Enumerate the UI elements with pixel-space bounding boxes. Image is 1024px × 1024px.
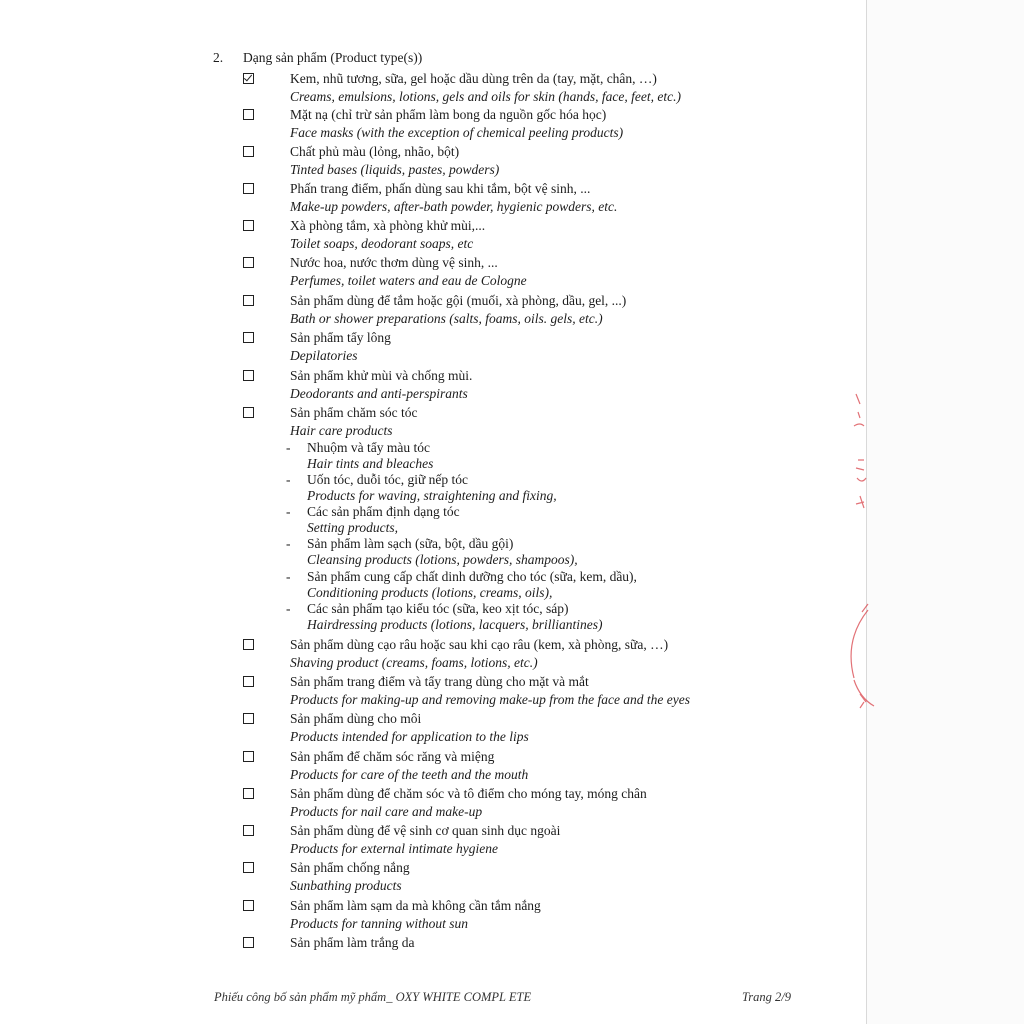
item-en-label: Creams, emulsions, lotions, gels and oils for skin (hands, face, feet, etc.) [290,89,681,104]
item-vi-label: Chất phủ màu (lỏng, nhão, bột) [290,144,460,159]
sub-en-label: Products for waving, straightening and fixing, [307,488,557,503]
dash-bullet: - [286,536,291,551]
item-vi-label: Sản phẩm làm sạm da mà không cần tắm nắng [290,898,541,913]
checkbox[interactable] [243,183,254,194]
item-vi-label: Phấn trang điểm, phấn dùng sau khi tắm, bột vệ sinh, ... [290,181,591,196]
item-en-label: Sunbathing products [290,878,402,893]
sub-vi-label: Các sản phẩm tạo kiểu tóc (sữa, keo xịt tóc, sáp) [307,601,569,616]
checkbox[interactable] [243,676,254,687]
checkbox[interactable] [243,332,254,343]
item-en-label: Products intended for application to the lips [290,729,529,744]
checkbox[interactable] [243,295,254,306]
sub-vi-label: Các sản phẩm định dạng tóc [307,504,460,519]
sub-en-label: Hair tints and bleaches [307,456,434,471]
item-en-label: Bath or shower preparations (salts, foams, oils. gels, etc.) [290,311,603,326]
checkbox[interactable] [243,370,254,381]
item-vi-label: Sản phẩm dùng cho môi [290,711,422,726]
dash-bullet: - [286,569,291,584]
item-vi-label: Sản phẩm chống nắng [290,860,410,875]
item-vi-label: Kem, nhũ tương, sữa, gel hoặc dầu dùng trên da (tay, mặt, chân, …) [290,71,657,86]
item-en-label: Shaving product (creams, foams, lotions, etc.) [290,655,538,670]
item-vi-label: Xà phòng tắm, xà phòng khử mùi,... [290,218,486,233]
sub-vi-label: Sản phẩm làm sạch (sữa, bột, dầu gội) [307,536,514,551]
checkbox[interactable] [243,900,254,911]
checkbox[interactable] [243,825,254,836]
item-en-label: Make-up powders, after-bath powder, hygienic powders, etc. [290,199,618,214]
checkbox[interactable] [243,751,254,762]
checkbox[interactable] [243,257,254,268]
item-en-label: Face masks (with the exception of chemical peeling products) [290,125,624,140]
item-vi-label: Sản phẩm chăm sóc tóc [290,405,418,420]
item-vi-label: Nước hoa, nước thơm dùng vệ sinh, ... [290,255,498,270]
sub-en-label: Setting products, [307,520,398,535]
item-en-label: Hair care products [290,423,393,438]
checkbox-checked[interactable] [243,73,254,84]
sub-en-label: Hairdressing products (lotions, lacquers, brilliantines) [307,617,603,632]
item-en-label: Products for care of the teeth and the mouth [290,767,529,782]
item-en-label: Products for external intimate hygiene [290,841,498,856]
red-stamp-fragment [838,380,898,740]
item-en-label: Products for making-up and removing make-up from the face and the eyes [290,692,691,707]
item-vi-label: Sản phẩm dùng cạo râu hoặc sau khi cạo râu (kem, xà phòng, sữa, …) [290,637,669,652]
dash-bullet: - [286,440,291,455]
sub-vi-label: Nhuộm và tẩy màu tóc [307,440,430,455]
footer-document-title: Phiếu công bố sản phẩm mỹ phẩm_ OXY WHITE COMPL ETE [214,990,532,1004]
item-en-label: Perfumes, toilet waters and eau de Cologne [290,273,527,288]
item-vi-label: Sản phẩm dùng để tắm hoặc gội (muối, xà phòng, dầu, gel, ...) [290,293,627,308]
item-vi-label: Sản phẩm dùng để vệ sinh cơ quan sinh dục ngoài [290,823,561,838]
checkbox[interactable] [243,713,254,724]
section-number: 2. [213,50,224,65]
item-en-label: Tinted bases (liquids, pastes, powders) [290,162,500,177]
item-vi-label: Sản phẩm làm trắng da [290,935,415,950]
sub-vi-label: Uốn tóc, duỗi tóc, giữ nếp tóc [307,472,469,487]
checkbox[interactable] [243,862,254,873]
checkbox[interactable] [243,639,254,650]
item-vi-label: Sản phẩm tẩy lông [290,330,391,345]
item-vi-label: Sản phẩm dùng để chăm sóc và tô điểm cho móng tay, móng chân [290,786,647,801]
item-en-label: Depilatories [290,348,358,363]
checkbox[interactable] [243,146,254,157]
item-vi-label: Sản phẩm trang điểm và tẩy trang dùng cho mặt và mắt [290,674,589,689]
sub-vi-label: Sản phẩm cung cấp chất dinh dưỡng cho tóc (sữa, kem, dầu), [307,569,637,584]
checkbox[interactable] [243,788,254,799]
item-en-label: Products for nail care and make-up [290,804,483,819]
dash-bullet: - [286,472,291,487]
item-en-label: Toilet soaps, deodorant soaps, etc [290,236,474,251]
dash-bullet: - [286,601,291,616]
sub-en-label: Cleansing products (lotions, powders, shampoos), [307,552,578,567]
checkbox[interactable] [243,407,254,418]
item-vi-label: Sản phẩm khử mùi và chống mùi. [290,368,473,383]
item-vi-label: Sản phẩm để chăm sóc răng và miệng [290,749,495,764]
sub-en-label: Conditioning products (lotions, creams, oils), [307,585,553,600]
checkbox[interactable] [243,109,254,120]
dash-bullet: - [286,504,291,519]
footer-page-number: Trang 2/9 [742,990,791,1004]
item-en-label: Products for tanning without sun [290,916,469,931]
section-title: Dạng sản phẩm (Product type(s)) [243,50,423,65]
item-vi-label: Mặt nạ (chỉ trừ sản phẩm làm bong da nguồn gốc hóa học) [290,107,607,122]
item-en-label: Deodorants and anti-perspirants [290,386,468,401]
checkbox[interactable] [243,937,254,948]
checkbox[interactable] [243,220,254,231]
